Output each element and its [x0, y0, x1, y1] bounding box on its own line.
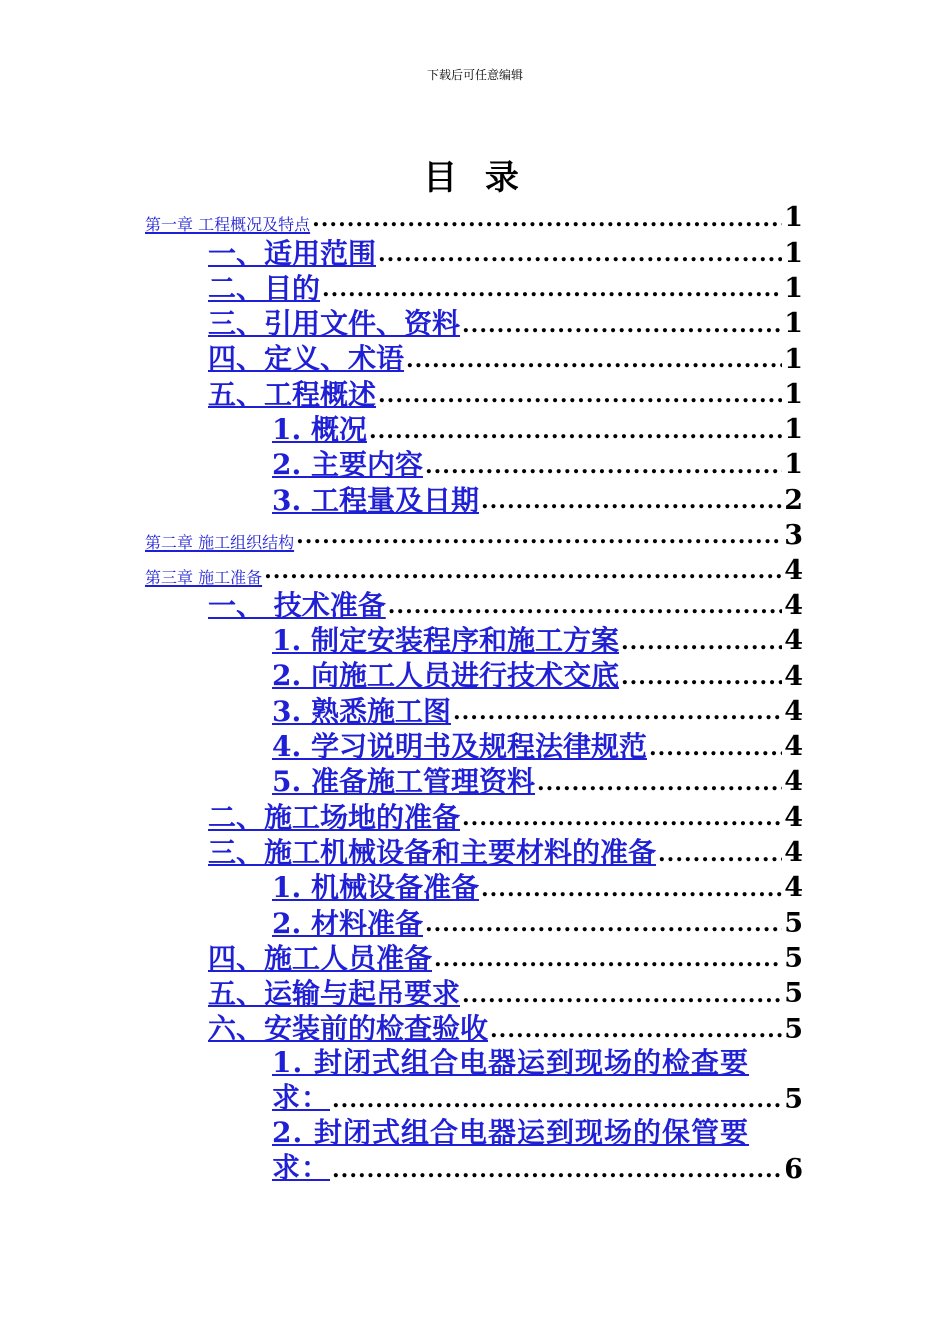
toc-entry[interactable] [0, 833, 950, 868]
toc-page-number: 4 [784, 872, 803, 904]
dot-leader [378, 242, 782, 266]
toc-entry-link[interactable]: 第三章 施工准备 [145, 567, 263, 587]
toc-page-number: 1 [784, 237, 803, 269]
toc-entry[interactable] [0, 516, 950, 551]
dot-leader [322, 277, 782, 301]
toc-entry[interactable] [0, 551, 950, 586]
dot-leader [462, 313, 782, 337]
dot-leader [490, 1018, 782, 1042]
toc-entry-link[interactable]: 1. 机械设备准备 [272, 871, 479, 905]
toc-page-number: 1 [784, 272, 803, 304]
dot-leader [425, 912, 782, 936]
toc-entry-link[interactable]: 4. 学习说明书及规程法律规范 [272, 730, 647, 764]
dot-leader [332, 1087, 782, 1113]
toc-entry-link[interactable]: 一、 技术准备 [208, 588, 386, 622]
table-of-contents [0, 199, 950, 1186]
toc-entry-link[interactable]: 2. 封闭式组合电器运到现场的保管要 [272, 1116, 749, 1150]
toc-entry[interactable] [0, 410, 950, 445]
toc-entry[interactable] [0, 763, 950, 798]
toc-entry[interactable] [0, 798, 950, 833]
toc-page-number: 1 [784, 343, 803, 375]
toc-entry[interactable] [0, 728, 950, 763]
toc-page-number: 4 [784, 731, 803, 763]
toc-entry-link[interactable]: 2. 主要内容 [272, 448, 423, 482]
toc-entry[interactable] [0, 869, 950, 904]
toc-entry-wrapped[interactable] [0, 1116, 950, 1187]
toc-entry[interactable] [0, 586, 950, 621]
toc-entry-link[interactable]: 3. 熟悉施工图 [272, 694, 451, 728]
toc-page-number: 1 [784, 202, 803, 234]
toc-page-number: 6 [784, 1154, 803, 1186]
toc-page-number: 1 [784, 308, 803, 340]
dot-leader [481, 489, 782, 513]
toc-entry[interactable] [0, 305, 950, 340]
toc-entry-link[interactable]: 一、适用范围 [208, 236, 377, 270]
dot-leader [658, 842, 782, 866]
toc-page-number: 4 [784, 837, 803, 869]
toc-entry[interactable] [0, 375, 950, 410]
toc-page-number: 5 [784, 978, 803, 1010]
toc-entry-line [272, 1045, 803, 1080]
toc-entry-link[interactable]: 5. 准备施工管理资料 [272, 765, 535, 799]
toc-page-number: 5 [784, 1013, 803, 1045]
dot-leader [264, 559, 782, 583]
toc-entry-link[interactable]: 六、安装前的检查验收 [208, 1012, 489, 1046]
toc-page-number: 4 [784, 554, 803, 586]
page-title: 目 录 [423, 158, 527, 198]
toc-entry-link[interactable]: 三、引用文件、资料 [208, 307, 461, 341]
toc-entry-link[interactable]: 2. 材料准备 [272, 906, 423, 940]
toc-entry[interactable] [0, 975, 950, 1010]
toc-entry-line [272, 1116, 803, 1151]
toc-entry-link[interactable]: 1. 概况 [272, 412, 367, 446]
header-note: 下载后可任意编辑 [426, 68, 523, 82]
dot-leader [621, 630, 782, 654]
toc-entry-line [272, 1151, 803, 1186]
toc-entry-link[interactable]: 1. 封闭式组合电器运到现场的检查要 [272, 1045, 749, 1079]
toc-page-number: 5 [784, 907, 803, 939]
toc-page-number: 2 [784, 484, 803, 516]
toc-entry-link[interactable]: 二、目的 [208, 271, 321, 305]
toc-page-number: 1 [784, 449, 803, 481]
toc-entry-link[interactable]: 二、施工场地的准备 [208, 800, 461, 834]
dot-leader [378, 383, 782, 407]
toc-page-number: 3 [784, 519, 803, 551]
toc-entry-link[interactable]: 第一章 工程概况及特点 [145, 215, 311, 235]
toc-entry[interactable] [0, 622, 950, 657]
toc-entry[interactable] [0, 481, 950, 516]
toc-page-number: 4 [784, 660, 803, 692]
dot-leader [406, 348, 782, 372]
dot-leader [621, 665, 782, 689]
dot-leader [296, 524, 782, 548]
dot-leader [537, 771, 782, 795]
toc-entry-link[interactable]: 三、施工机械设备和主要材料的准备 [208, 835, 657, 869]
dot-leader [425, 454, 782, 478]
dot-leader [388, 594, 782, 618]
dot-leader [332, 1157, 782, 1183]
toc-entry[interactable] [0, 340, 950, 375]
toc-entry-link[interactable]: 五、运输与起吊要求 [208, 977, 461, 1011]
toc-entry-link-continued[interactable]: 求： [272, 1151, 331, 1185]
toc-entry-link[interactable]: 第二章 施工组织结构 [145, 532, 295, 552]
dot-leader [481, 877, 782, 901]
toc-page-number: 1 [784, 414, 803, 446]
toc-page-number: 1 [784, 378, 803, 410]
toc-page-number: 4 [784, 766, 803, 798]
toc-entry-link-continued[interactable]: 求： [272, 1080, 331, 1114]
toc-entry-link[interactable]: 2. 向施工人员进行技术交底 [272, 659, 619, 693]
toc-entry[interactable] [0, 199, 950, 234]
toc-page-number: 4 [784, 625, 803, 657]
toc-entry[interactable] [0, 234, 950, 269]
toc-page-number: 4 [784, 589, 803, 621]
dot-leader [434, 947, 782, 971]
toc-entry[interactable] [0, 904, 950, 939]
toc-entry[interactable] [0, 692, 950, 727]
toc-entry-link[interactable]: 四、施工人员准备 [208, 941, 433, 975]
toc-entry[interactable] [0, 657, 950, 692]
toc-page-number: 5 [784, 1083, 803, 1115]
toc-entry-link[interactable]: 1. 制定安装程序和施工方案 [272, 624, 619, 658]
dot-leader [369, 419, 782, 443]
toc-entry-wrapped[interactable] [0, 1045, 950, 1116]
dot-leader [649, 736, 782, 760]
dot-leader [453, 700, 782, 724]
toc-page-number: 5 [784, 942, 803, 974]
dot-leader [462, 983, 782, 1007]
toc-entry[interactable] [0, 269, 950, 304]
toc-page-number: 4 [784, 801, 803, 833]
toc-entry-link[interactable]: 3. 工程量及日期 [272, 483, 479, 517]
toc-entry[interactable] [0, 446, 950, 481]
toc-entry-link[interactable]: 四、定义、术语 [208, 342, 405, 376]
dot-leader [462, 806, 782, 830]
dot-leader [312, 207, 782, 231]
toc-page-number: 4 [784, 695, 803, 727]
toc-entry[interactable] [0, 939, 950, 974]
toc-entry-link[interactable]: 五、工程概述 [208, 377, 377, 411]
